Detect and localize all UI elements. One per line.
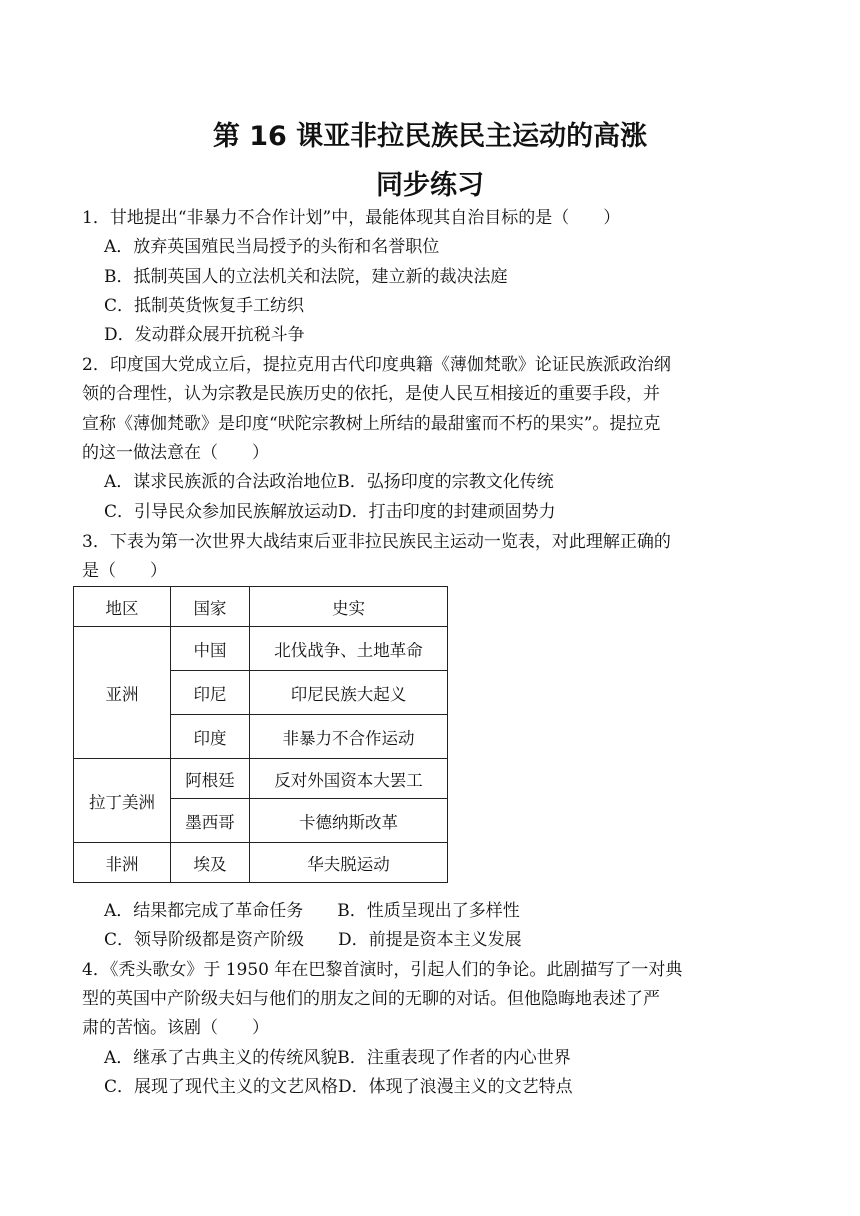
- question-4-options-cd: C．展现了现代主义的文艺风格D．体现了浪漫主义的文艺特点: [104, 1077, 573, 1097]
- question-4-stem-line: 4．《秃头歌女》于 1950 年在巴黎首演时，引起人们的争论。此剧描写了一对典: [82, 960, 683, 980]
- table-row: [74, 759, 448, 799]
- question-1-option-b: B．抵制英国人的立法机关和法院，建立新的裁决法庭: [104, 267, 508, 287]
- table-header-cell: 国家: [171, 587, 250, 627]
- question-2-stem-line: 宣称《薄伽梵歌》是印度“吠陀宗教树上所结的最甜蜜而不朽的果实”。提拉克: [82, 414, 661, 434]
- question-3-stem-line: 3．下表为第一次世界大战结束后亚非拉民族民主运动一览表，对此理解正确的: [82, 532, 671, 552]
- country-cell: 埃及: [171, 843, 250, 883]
- question-1-stem: 1．甘地提出“非暴力不合作计划”中，最能体现其自治目标的是（ ）: [82, 208, 621, 228]
- table-header-cell: 史实: [250, 587, 448, 627]
- fact-cell: 北伐战争、土地革命: [250, 627, 448, 671]
- question-3-stem-line: 是（ ）: [82, 561, 167, 581]
- movements-table: [73, 586, 448, 883]
- fact-cell: 华夫脱运动: [250, 843, 448, 883]
- question-1-option-c: C．抵制英货恢复手工纺织: [104, 296, 305, 316]
- question-1-option-d: D．发动群众展开抗税斗争: [104, 325, 305, 345]
- region-cell-asia: 亚洲: [74, 627, 171, 759]
- question-2-stem-line: 领的合理性，认为宗教是民族历史的依托，是使人民互相接近的重要手段，并: [82, 384, 660, 404]
- question-3-options-ab: A．结果都完成了革命任务 B．性质呈现出了多样性: [104, 901, 520, 921]
- question-2-stem-line: 2．印度国大党成立后，提拉克用古代印度典籍《薄伽梵歌》论证民族派政治纲: [82, 355, 671, 375]
- table-row: [74, 627, 448, 671]
- question-4-stem-line: 型的英国中产阶级夫妇与他们的朋友之间的无聊的对话。但他隐晦地表述了严: [82, 989, 660, 1009]
- country-cell: 印度: [171, 715, 250, 759]
- region-cell-africa: 非洲: [74, 843, 171, 883]
- fact-cell: 非暴力不合作运动: [250, 715, 448, 759]
- question-4-options-ab: A．继承了古典主义的传统风貌B．注重表现了作者的内心世界: [104, 1048, 571, 1068]
- fact-cell: 卡德纳斯改革: [250, 799, 448, 843]
- lesson-title: 第 16 课亚非拉民族民主运动的高涨: [212, 121, 648, 152]
- country-cell: 阿根廷: [171, 759, 250, 799]
- country-cell: 墨西哥: [171, 799, 250, 843]
- fact-cell: 反对外国资本大罢工: [250, 759, 448, 799]
- country-cell: 印尼: [171, 671, 250, 715]
- question-1-option-a: A．放弃英国殖民当局授予的头衔和名誉职位: [104, 237, 440, 257]
- question-2-options-ab: A．谋求民族派的合法政治地位B．弘扬印度的宗教文化传统: [104, 472, 554, 492]
- country-cell: 中国: [171, 627, 250, 671]
- table-header-cell: 地区: [74, 587, 171, 627]
- question-2-options-cd: C．引导民众参加民族解放运动D．打击印度的封建顽固势力: [104, 502, 556, 522]
- worksheet-subtitle: 同步练习: [376, 170, 484, 201]
- question-4-stem-line: 肃的苦恼。该剧（ ）: [82, 1018, 269, 1038]
- question-2-stem-line: 的这一做法意在（ ）: [82, 443, 269, 463]
- question-3-options-cd: C．领导阶级都是资产阶级 D．前提是资本主义发展: [104, 930, 522, 950]
- table-header-row: [74, 587, 448, 627]
- fact-cell: 印尼民族大起义: [250, 671, 448, 715]
- region-cell-latin-america: 拉丁美洲: [74, 759, 171, 843]
- table-row: [74, 843, 448, 883]
